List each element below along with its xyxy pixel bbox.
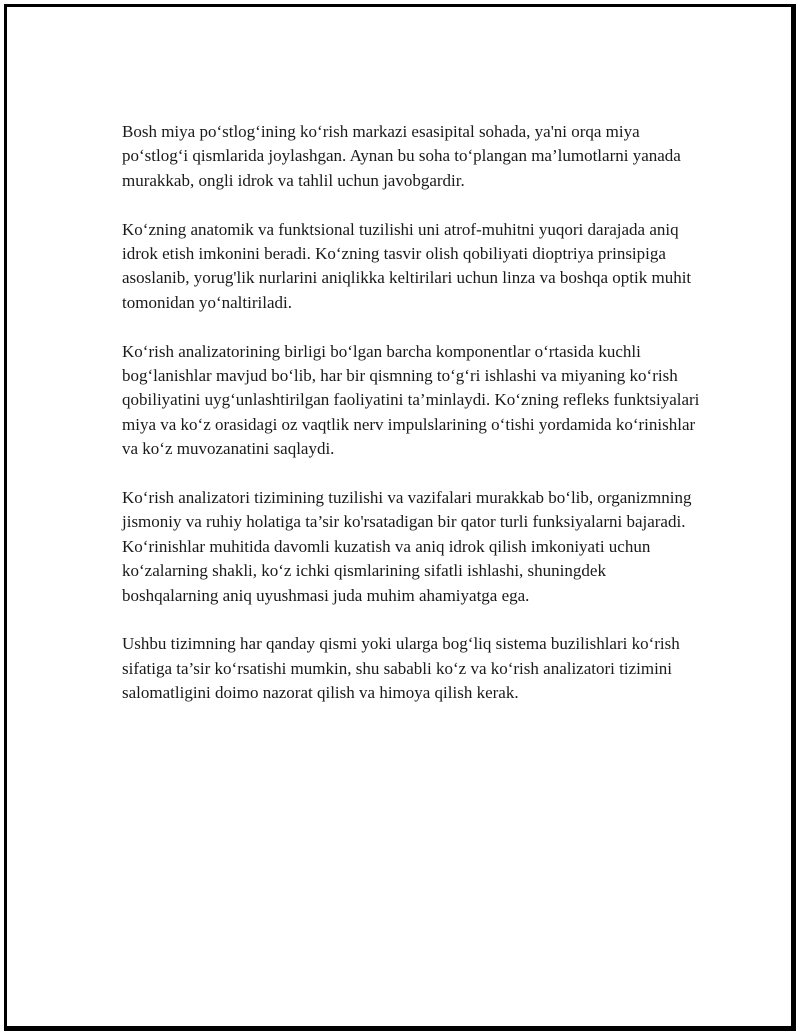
paragraph-5: Ushbu tizimning har qanday qismi yoki ularga bog‘liq sistema buzilishlari ko‘rish sifatiga ta’sir ko‘rsatishi mumkin, shu sababli ko‘z va ko‘rish analizatori tizimini salomatligini doimo nazorat qilish va himoya qilish kerak. [122, 634, 680, 703]
page-frame [4, 4, 796, 1031]
document-body [122, 120, 702, 730]
paragraph-4: Ko‘rish analizatori tizimining tuzilishi va vazifalari murakkab bo‘lib, organizmning jismoniy va ruhiy holatiga ta’sir ko'rsatadigan bir qator turli funksiyalarni bajaradi. Ko‘rinishlar muhitida davomli kuzatish va aniq idrok qilish imkoniyati uchun ko‘zalarning shakli, ko‘z ichki qismlarining sifatli ishlashi, shuningdek boshqalarning aniq uyushmasi juda muhim ahamiyatga ega. [122, 488, 692, 605]
paragraph-2: Ko‘zning anatomik va funktsional tuzilishi uni atrof-muhitni yuqori darajada aniq idrok etish imkonini beradi. Ko‘zning tasvir olish qobiliyati dioptriya prinsipiga asoslanib, yorug'lik nurlarini aniqlikka keltirilari uchun linza va boshqa optik muhit tomonidan yo‘naltiriladi. [122, 219, 692, 312]
paragraph-3: Ko‘rish analizatorining birligi bo‘lgan barcha komponentlar o‘rtasida kuchli bog‘lanishlar mavjud bo‘lib, har bir qismning to‘g‘ri ishlashi va miyaning ko‘rish qobiliyatini uyg‘unlashtirilgan faoliyatini ta’minlaydi. Ko‘zning refleks funktsiyalari miya va ko‘z orasidagi oz vaqtlik nerv impulslarining o‘tishi yordamida ko‘rinishlar va ko‘z muvozanatini saqlaydi. [122, 341, 700, 459]
paragraph-1: Bosh miya po‘stlog‘ining ko‘rish markazi esasipital sohada, ya'ni orqa miya po‘stlog‘i qismlarida joylashgan. Aynan bu soha to‘plangan ma’lumotlarni yanada murakkab, ongli idrok va tahlil uchun javobgardir. [122, 122, 681, 190]
